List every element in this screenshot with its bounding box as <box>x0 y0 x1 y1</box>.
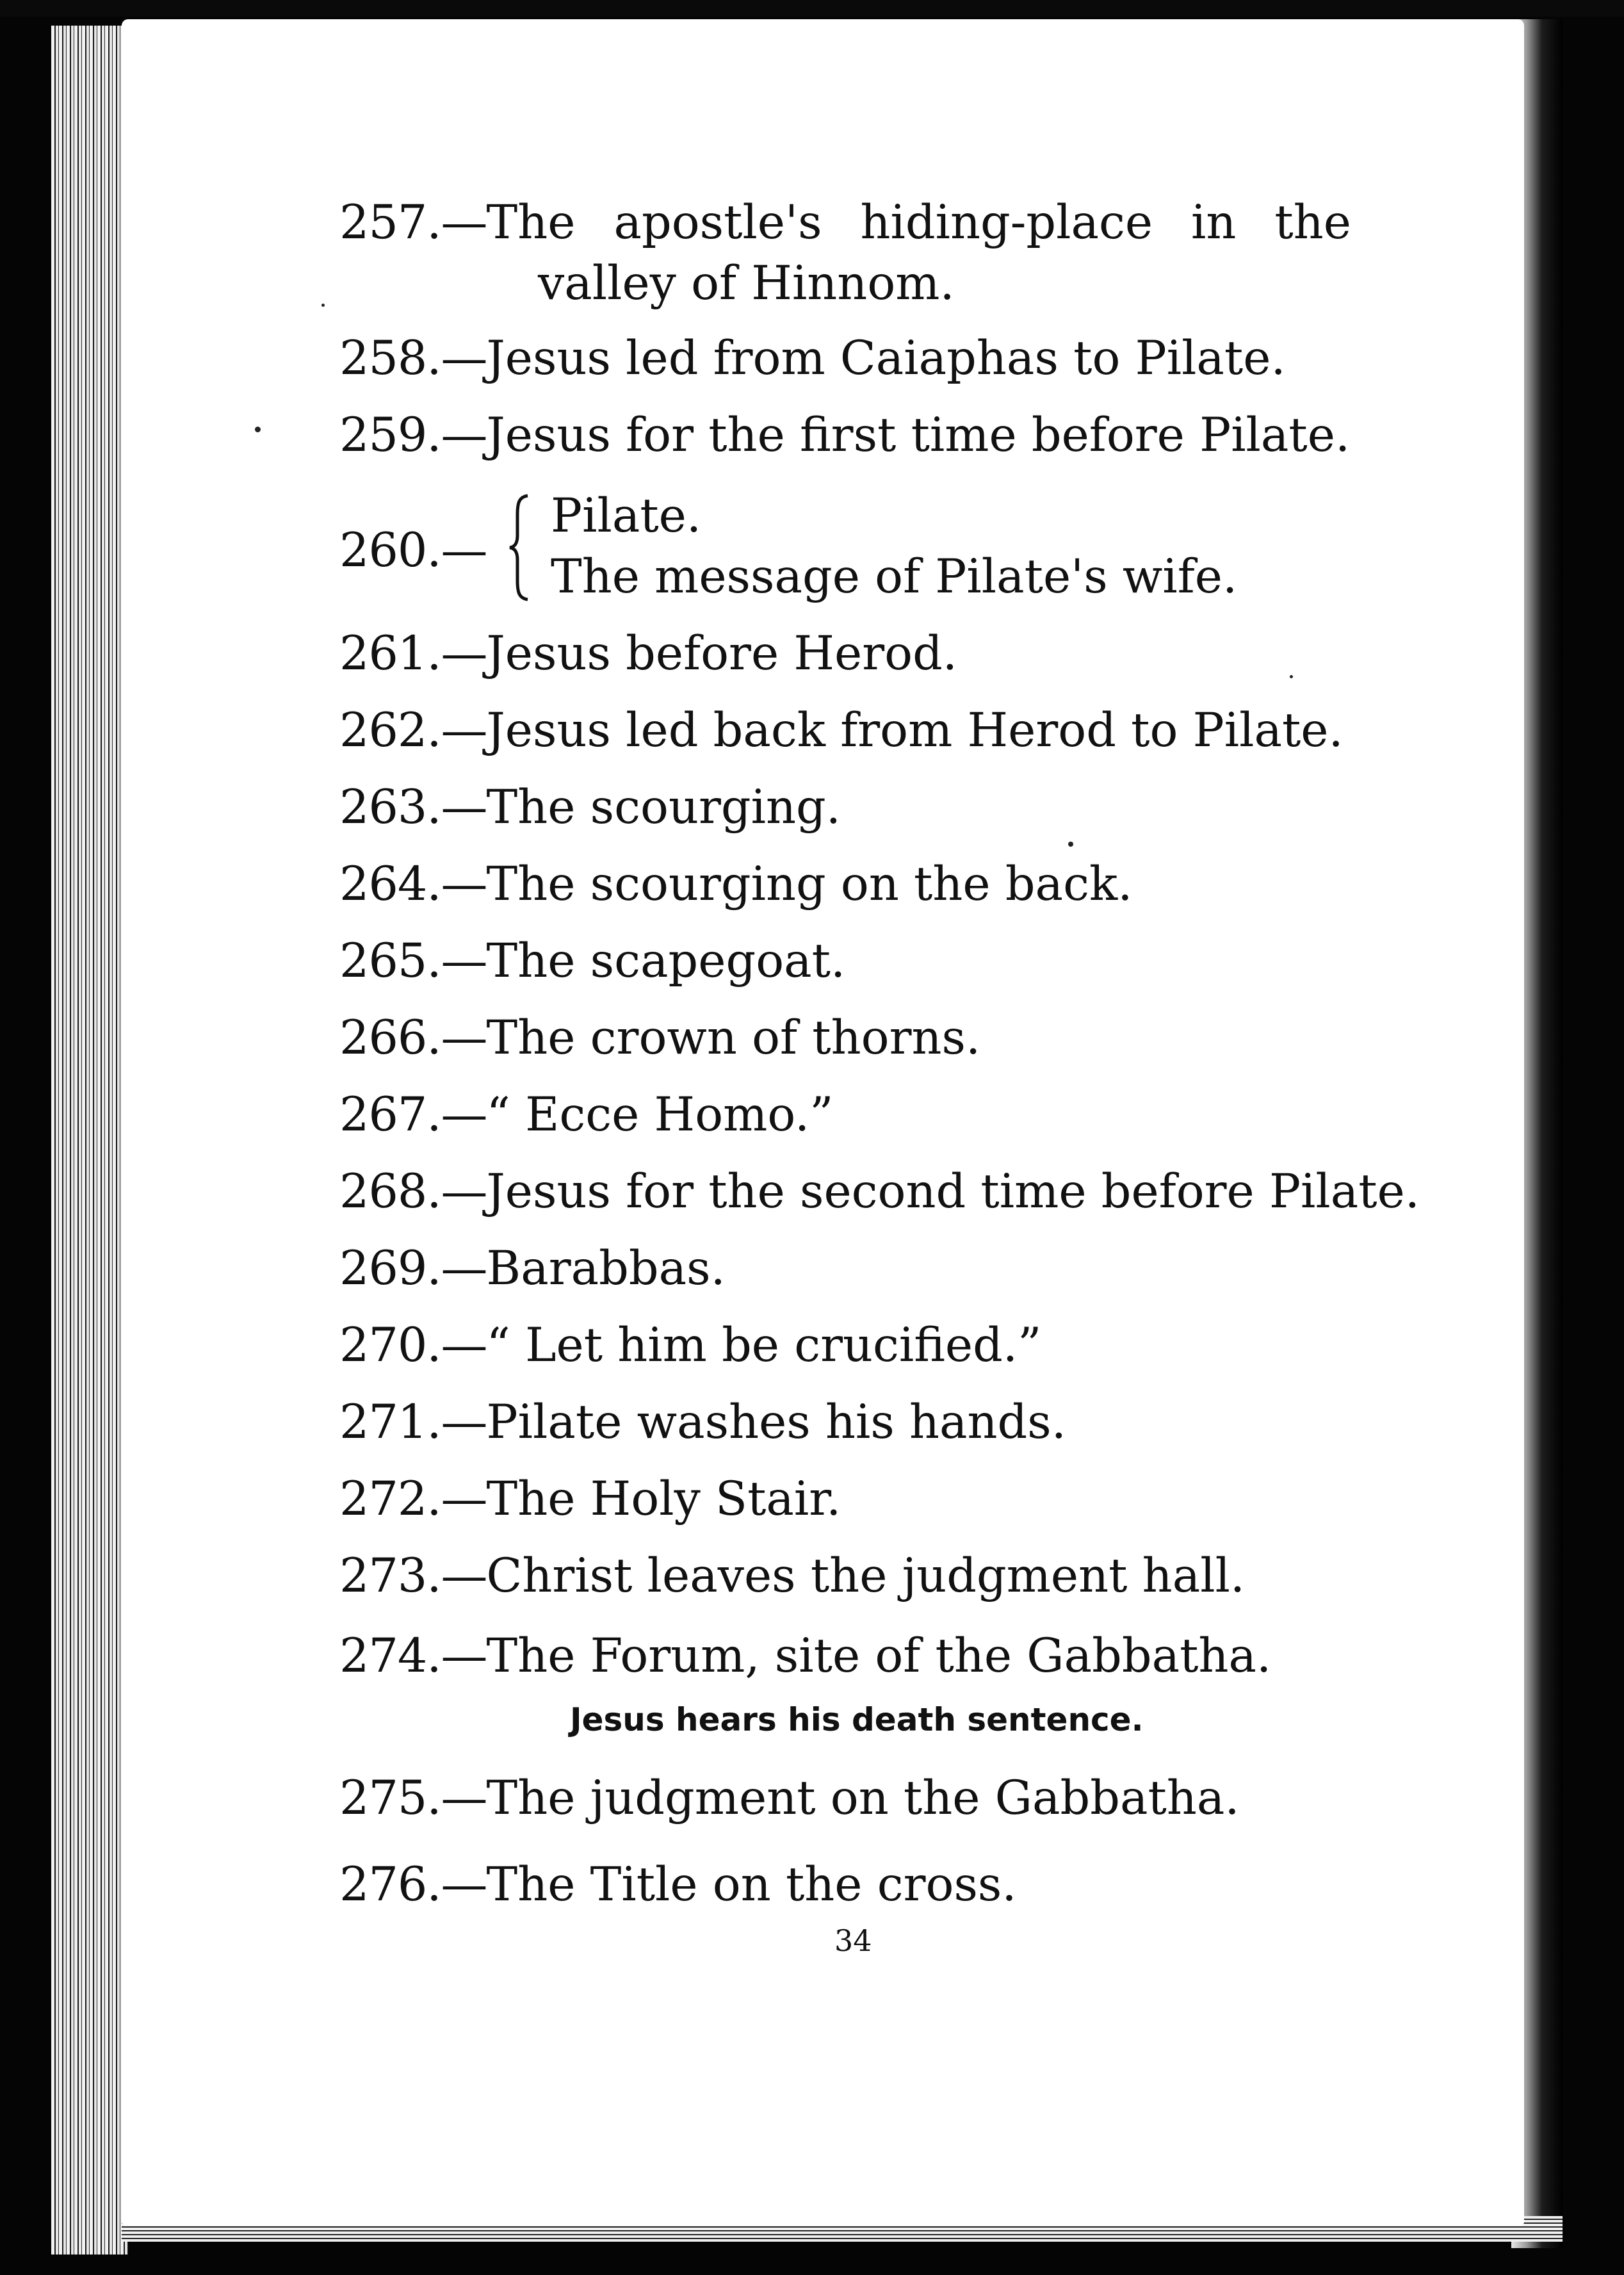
entry-260 <box>339 520 487 582</box>
entry-dash: — <box>441 1472 487 1526</box>
entry-262 <box>339 700 1390 762</box>
entry-text: Jesus for the second time before Pilate. <box>486 1164 1420 1219</box>
entry-260-line-1: Pilate. <box>551 489 702 543</box>
entry-text: “ Let him be crucified.” <box>486 1318 1042 1373</box>
entry-word: apostle's <box>613 195 822 250</box>
entry-265 <box>339 931 1390 992</box>
entry-text: Pilate washes his hands. <box>486 1395 1066 1449</box>
scan-speck <box>1290 675 1293 678</box>
entry-number: 276. <box>339 1857 441 1912</box>
entry-number: 269. <box>339 1241 441 1296</box>
entry-270 <box>339 1315 1390 1376</box>
entry-text: “ Ecce Homo.” <box>486 1088 834 1142</box>
entry-dash: — <box>441 780 487 835</box>
entry-276 <box>339 1854 1390 1916</box>
entry-word: the <box>1274 195 1351 250</box>
entry-text: The scapegoat. <box>486 934 846 988</box>
entry-number: 260. <box>339 523 441 578</box>
entry-number: 273. <box>339 1549 441 1603</box>
entry-text: The crown of thorns. <box>486 1011 981 1065</box>
entry-257-lead <box>339 192 575 254</box>
entry-text: Barabbas. <box>486 1241 726 1296</box>
entry-dash: — <box>441 1318 487 1373</box>
entry-number: 262. <box>339 703 441 758</box>
entry-dash: — <box>441 1395 487 1449</box>
entry-number: 270. <box>339 1318 441 1373</box>
entry-dash: — <box>441 408 487 462</box>
entry-text: Jesus led back from Herod to Pilate. <box>486 703 1344 758</box>
entry-258 <box>339 328 1390 389</box>
entry-264 <box>339 854 1390 915</box>
entry-dash: — <box>441 1241 487 1296</box>
scan-speck <box>255 427 261 432</box>
entry-259 <box>339 405 1390 466</box>
entry-text: Christ leaves the judgment hall. <box>486 1549 1246 1603</box>
entry-dash: — <box>441 934 487 988</box>
entry-260-line-2: The message of Pilate's wife. <box>551 550 1238 604</box>
entry-dash: — <box>441 703 487 758</box>
entry-271 <box>339 1392 1390 1453</box>
entry-text: The scourging on the back. <box>486 857 1133 911</box>
scan-speck <box>321 304 325 307</box>
entry-dash: — <box>441 1629 487 1683</box>
entry-word: hiding-place <box>860 195 1153 250</box>
entry-dash: — <box>441 1088 487 1142</box>
entry-dash: — <box>441 1011 487 1065</box>
entry-275 <box>339 1768 1390 1829</box>
entry-text: Jesus led from Caiaphas to Pilate. <box>486 331 1286 386</box>
entry-number: 272. <box>339 1472 441 1526</box>
entry-266 <box>339 1007 1390 1069</box>
entry-dash: — <box>441 626 487 681</box>
entry-number: 265. <box>339 934 441 988</box>
entry-dash: — <box>441 195 487 250</box>
entry-dash: — <box>441 857 487 911</box>
entry-274 <box>339 1626 1390 1687</box>
entry-number: 275. <box>339 1771 441 1825</box>
entry-dash: — <box>441 331 487 386</box>
entry-dash: — <box>441 1857 487 1912</box>
entry-273 <box>339 1545 1390 1607</box>
entry-274-note: Jesus hears his death sentence. <box>570 1701 1144 1738</box>
page-number: 34 <box>834 1923 872 1958</box>
entry-272 <box>339 1469 1390 1530</box>
entry-268 <box>339 1161 1420 1223</box>
entry-number: 259. <box>339 408 441 462</box>
entry-text: The judgment on the Gabbatha. <box>486 1771 1240 1825</box>
entry-dash: — <box>441 523 487 578</box>
entry-text: The Forum, site of the Gabbatha. <box>486 1629 1272 1683</box>
entry-261 <box>339 623 1390 685</box>
entry-word: in <box>1191 195 1237 250</box>
scan-speck <box>1068 842 1073 847</box>
entry-text: The scourging. <box>486 780 841 835</box>
book-page-edges-left <box>51 26 128 2255</box>
entry-text: Jesus for the first time before Pilate. <box>486 408 1351 462</box>
entry-dash: — <box>441 1549 487 1603</box>
scan-top-border <box>0 0 1624 17</box>
entry-text: The Title on the cross. <box>486 1857 1017 1912</box>
curly-brace-icon <box>506 493 532 602</box>
entry-number: 267. <box>339 1088 441 1142</box>
entry-word: The <box>486 195 576 250</box>
entry-257-continuation: valley of Hinnom. <box>538 256 955 311</box>
entry-269 <box>339 1238 1390 1300</box>
entry-text: The Holy Stair. <box>486 1472 841 1526</box>
entry-number: 258. <box>339 331 441 386</box>
entry-number: 261. <box>339 626 441 681</box>
entry-number: 271. <box>339 1395 441 1449</box>
entry-dash: — <box>441 1771 487 1825</box>
entry-257 <box>339 192 1351 254</box>
entry-number: 264. <box>339 857 441 911</box>
entry-number: 257. <box>339 195 441 250</box>
entry-267 <box>339 1084 1390 1146</box>
entry-text: Jesus before Herod. <box>486 626 958 681</box>
entry-number: 268. <box>339 1164 441 1219</box>
entry-263 <box>339 777 1390 838</box>
entry-number: 263. <box>339 780 441 835</box>
entry-number: 266. <box>339 1011 441 1065</box>
entry-number: 274. <box>339 1629 441 1683</box>
entry-dash: — <box>441 1164 487 1219</box>
